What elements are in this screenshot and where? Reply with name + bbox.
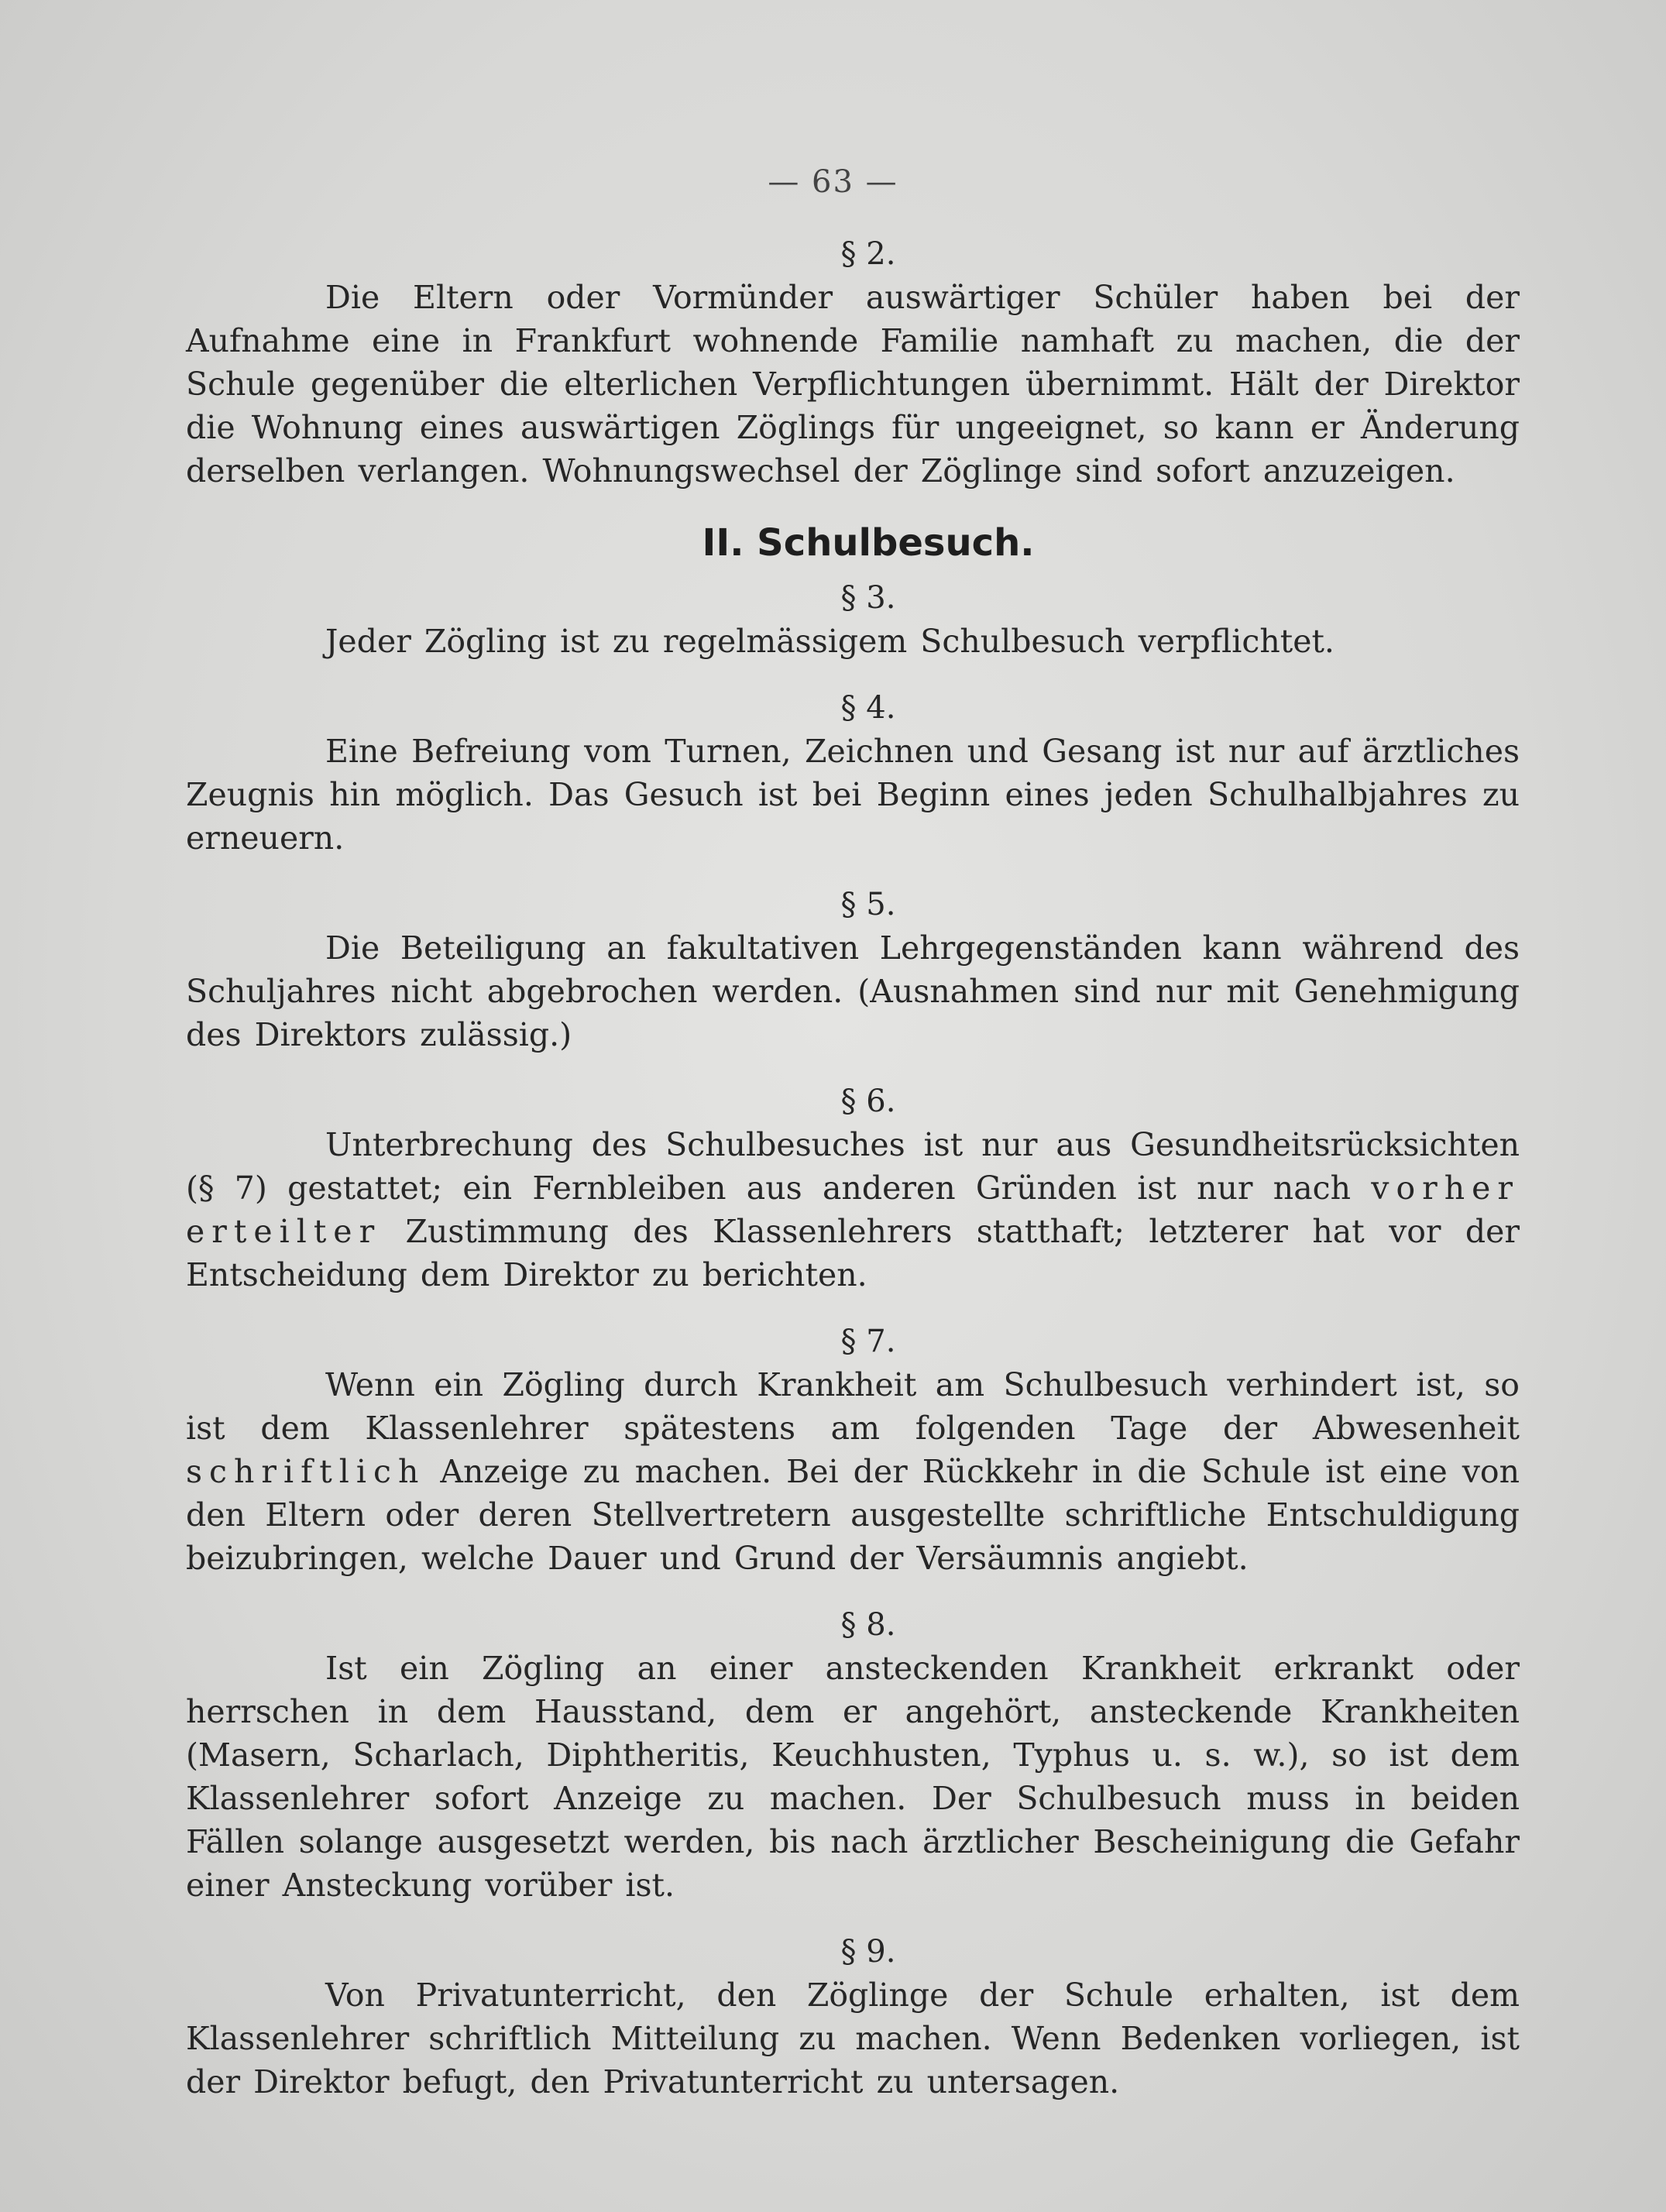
- paragraph-text: Zustimmung des Klassenlehrers statthaft; letzterer hat vor der Entscheidung dem Direktor zu berichten.: [186, 1213, 1520, 1293]
- section-3: [186, 576, 1520, 663]
- section-7: [186, 1320, 1520, 1580]
- paragraph: [186, 1123, 1520, 1297]
- section-mark: § 6.: [840, 1084, 896, 1119]
- section-mark: § 2.: [840, 236, 896, 272]
- emphasized-text: vorher erteilter: [186, 1170, 1520, 1250]
- section-mark: § 5.: [840, 887, 896, 922]
- paragraph: Die Beteiligung an fakultativen Lehrgegenständen kann während des Schuljahres nicht abgebrochen werden. (Ausnahmen sind nur mit Genehmigung des Direktors zulässig.): [186, 929, 1520, 1053]
- section-4: [186, 686, 1520, 860]
- section-mark: § 3.: [840, 580, 896, 616]
- paragraph-text: Wenn ein Zögling durch Krankheit am Schulbesuch verhindert ist, so ist dem Klassenlehrer spätestens am folgenden Tage der Abwesenheit: [186, 1366, 1520, 1447]
- section-9: [186, 1930, 1520, 2104]
- paragraph: [186, 1363, 1520, 1580]
- section-8: [186, 1603, 1520, 1907]
- paragraph: Ist ein Zögling an einer ansteckenden Krankheit erkrankt oder herrschen in dem Hausstand, dem er angehört, ansteckende Krankheiten (Masern, Scharlach, Diphtheritis, Keuchhusten, Typhus u. s. w.), so ist dem Klassenlehrer sofort Anzeige zu machen. Der Schulbesuch muss in beiden Fällen solange ausgesetzt werden, bis nach ärztlicher Bescheinigung die Gefahr einer Ansteckung vorüber ist.: [186, 1650, 1520, 1904]
- document-body: [186, 232, 1520, 2127]
- paragraph: Von Privatunterricht, den Zöglinge der Schule erhalten, ist dem Klassenlehrer schriftlich Mitteilung zu machen. Wenn Bedenken vorliegen, ist der Direktor befugt, den Privatunterricht zu untersagen.: [186, 1977, 1520, 2100]
- section-5: [186, 883, 1520, 1056]
- section-mark: § 9.: [840, 1934, 896, 1970]
- emphasized-text: schriftlich: [186, 1453, 426, 1490]
- section-2: [186, 232, 1520, 493]
- paragraph-text: Anzeige zu machen. Bei der Rückkehr in die Schule ist eine von den Eltern oder deren Stellvertretern ausgestellte schriftliche Entschuldigung beizubringen, welche Dauer und Grund der Versäumnis angiebt.: [186, 1453, 1520, 1577]
- section-6: [186, 1080, 1520, 1297]
- section-mark: § 7.: [840, 1324, 896, 1359]
- paragraph: Jeder Zögling ist zu regelmässigem Schulbesuch verpflichtet.: [325, 623, 1335, 660]
- paragraph: Eine Befreiung vom Turnen, Zeichnen und Gesang ist nur auf ärztliches Zeugnis hin möglich. Das Gesuch ist bei Beginn eines jeden Schulhalbjahres zu erneuern.: [186, 733, 1520, 857]
- section-mark: § 8.: [840, 1607, 896, 1643]
- page-number: — 63 —: [768, 164, 898, 200]
- paragraph: Die Eltern oder Vormünder auswärtiger Schüler haben bei der Aufnahme eine in Frankfurt wohnende Familie namhaft zu machen, die der Schule gegenüber die elterlichen Verpflichtungen übernimmt. Hält der Direktor die Wohnung eines auswärtigen Zöglings für ungeeignet, so kann er Änderung derselben verlangen. Wohnungswechsel der Zöglinge sind sofort anzuzeigen.: [186, 279, 1520, 489]
- chapter-heading: II. Schulbesuch.: [702, 521, 1035, 565]
- section-mark: § 4.: [840, 690, 896, 726]
- paragraph-text: Unterbrechung des Schulbesuches ist nur aus Gesundheitsrücksichten (§ 7) gestattet; ein Fernbleiben aus anderen Gründen ist nur nach: [186, 1126, 1520, 1207]
